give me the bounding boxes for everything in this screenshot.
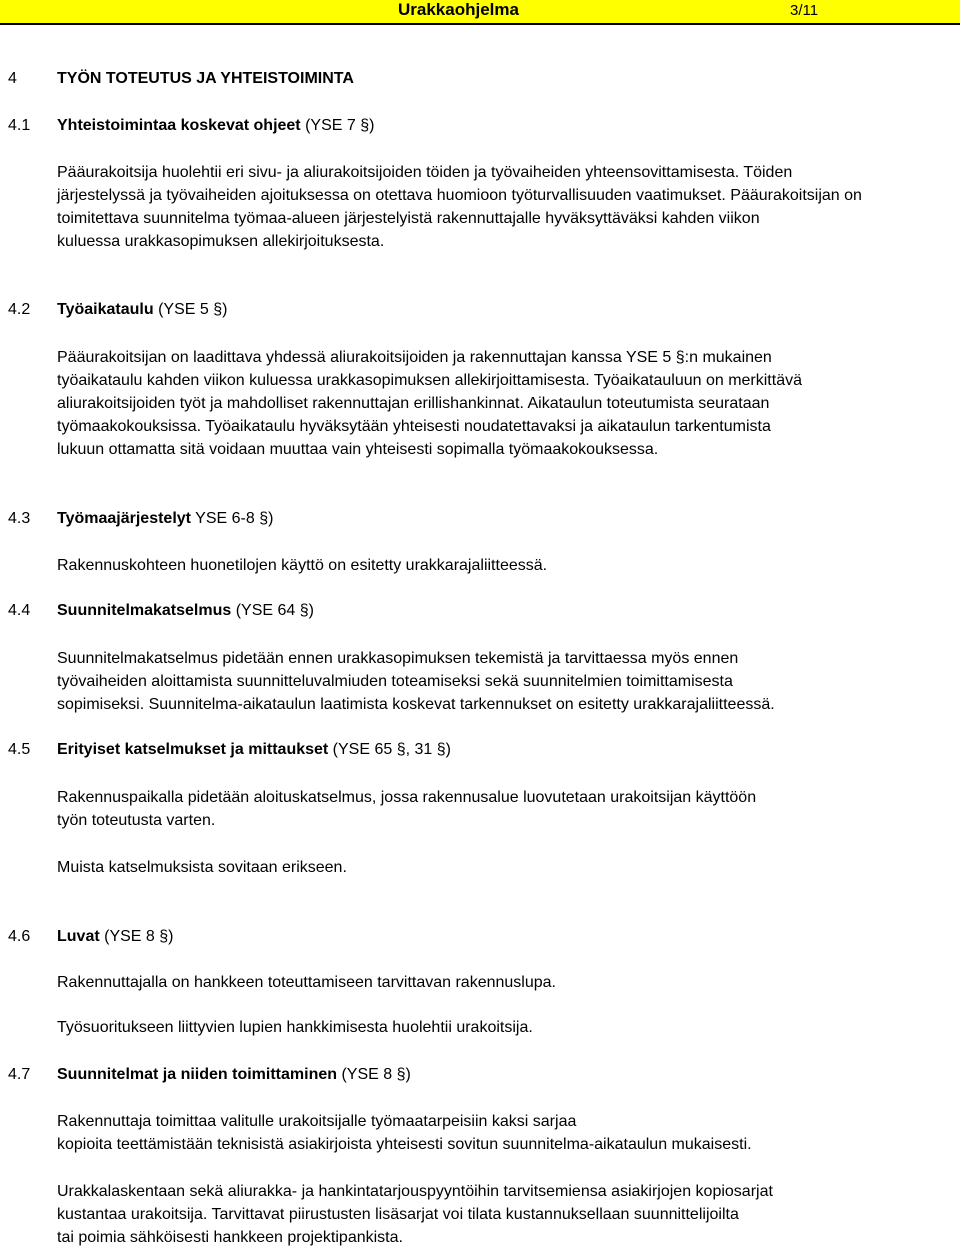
paragraph-line: tai poimia sähköisesti hankkeen projektipankista. (57, 1229, 403, 1246)
section-paragraph (57, 346, 957, 461)
section-title-reference: (YSE 5 §) (153, 301, 228, 318)
section-number: 4.5 (8, 741, 31, 758)
section-title (57, 1065, 411, 1085)
paragraph-line: Rakennuttajalla on hankkeen toteuttamiseen tarvittavan rakennuslupa. (57, 974, 556, 991)
paragraph-line: Rakennuspaikalla pidetään aloituskatselmus, jossa rakennusalue luovutetaan urakoitsijan käyttöön (57, 789, 757, 806)
paragraph-line: kustantaa urakoitsija. Tarvittavat piirustusten lisäsarjat voi tilata kustannuksellaan suunnittelijoilta (57, 1206, 739, 1223)
section-number: 4.6 (8, 928, 31, 945)
section-title (57, 740, 451, 760)
section-title-reference: (YSE 8 §) (337, 1066, 411, 1083)
paragraph-line: työaikataulu kahden viikon kuluessa urakkasopimuksen allekirjoittamisesta. Työaikatauluun on merkittävä (57, 372, 802, 389)
section-number: 4.2 (8, 301, 31, 318)
section-title-bold: Suunnitelmakatselmus (57, 602, 232, 619)
paragraph-line: kopioita teettämistään teknisistä asiakirjoista yhteisesti sovitun suunnitelma-aikataulun mukaisesti. (57, 1136, 752, 1153)
section-paragraph (57, 786, 957, 832)
section-title (57, 300, 227, 320)
paragraph-line: toimitettava suunnitelma työmaa-alueen järjestelyistä rakennuttajalle hyväksyttäväksi kahden viikon (57, 210, 760, 227)
section-title-bold: Yhteistoimintaa koskevat ohjeet (57, 117, 301, 134)
section-title-bold: Työmaajärjestelyt (57, 510, 191, 527)
paragraph-line: Muista katselmuksista sovitaan erikseen. (57, 859, 347, 876)
section-title-reference: (YSE 8 §) (99, 928, 174, 945)
section-title-reference: (YSE 64 §) (231, 602, 314, 619)
paragraph-line: Työsuoritukseen liittyvien lupien hankkimisesta huolehtii urakoitsija. (57, 1019, 533, 1036)
section-paragraph (57, 971, 957, 994)
section-title (57, 601, 314, 621)
section-title-reference: YSE 6-8 §) (191, 510, 274, 527)
section-paragraph (57, 1016, 957, 1039)
paragraph-line: työvaiheiden aloittamista suunnitteluvalmiuden toteamiseksi sekä suunnitelmien toimittamisesta (57, 673, 733, 690)
chapter-title: TYÖN TOTEUTUS JA YHTEISTOIMINTA (57, 70, 354, 87)
section-title-bold: Luvat (57, 928, 100, 945)
section-paragraph (57, 1110, 957, 1156)
section-paragraph (57, 1180, 957, 1249)
section-number: 4.1 (8, 117, 31, 134)
paragraph-line: Urakkalaskentaan sekä aliurakka- ja hankintatarjouspyyntöihin tarvitsemiensa asiakirjojen kopiosarjat (57, 1183, 773, 1200)
paragraph-line: Pääurakoitsija huolehtii eri sivu- ja aliurakoitsijoiden töiden ja työvaiheiden yhteensovittamisesta. Töiden (57, 164, 793, 181)
section-title-reference: (YSE 7 §) (300, 117, 375, 134)
section-paragraph (57, 856, 957, 879)
paragraph-line: aliurakoitsijoiden työt ja mahdolliset rakennuttajan erillishankinnat. Aikataulun toteutumista seurataan (57, 395, 770, 412)
section-title-bold: Suunnitelmat ja niiden toimittaminen (57, 1066, 338, 1083)
paragraph-line: työmaakokouksissa. Työaikataulu hyväksytään yhteisesti noudatettavaksi ja aikataulun tarkentumista (57, 418, 771, 435)
section-paragraph (57, 554, 957, 577)
paragraph-line: lukuun ottamatta sitä voidaan muuttaa vain yhteisesti sopimalla työmaakokouksessa. (57, 441, 659, 458)
section-number: 4.7 (8, 1066, 31, 1083)
section-title-bold: Erityiset katselmukset ja mittaukset (57, 741, 329, 758)
section-paragraph (57, 161, 957, 253)
section-number: 4.4 (8, 602, 31, 619)
page-number: 3/11 (790, 2, 819, 19)
paragraph-line: sopimiseksi. Suunnitelma-aikataulun laatimista koskevat tarkennukset on esitetty urakkarajaliitteessä. (57, 696, 775, 713)
section-paragraph (57, 647, 957, 716)
section-title (57, 927, 173, 947)
section-title-bold: Työaikataulu (57, 301, 154, 318)
section-title-reference: (YSE 65 §, 31 §) (328, 741, 451, 758)
section-number: 4.3 (8, 510, 31, 527)
paragraph-line: Rakennuttaja toimittaa valitulle urakoitsijalle työmaatarpeisiin kaksi sarjaa (57, 1113, 577, 1130)
document-title: Urakkaohjelma (398, 0, 519, 19)
paragraph-line: Rakennuskohteen huonetilojen käyttö on esitetty urakkarajaliitteessä. (57, 557, 548, 574)
section-title (57, 116, 374, 136)
paragraph-line: työn toteutusta varten. (57, 812, 216, 829)
chapter-number: 4 (8, 70, 17, 87)
paragraph-line: järjestelyssä ja työvaiheiden ajoituksessa on otettava huomioon työturvallisuuden vaatimukset. Pääurakoitsijan on (57, 187, 862, 204)
paragraph-line: Suunnitelmakatselmus pidetään ennen urakkasopimuksen tekemistä ja tarvittaessa myös ennen (57, 650, 739, 667)
section-title (57, 509, 273, 529)
header-divider (0, 23, 960, 25)
paragraph-line: Pääurakoitsijan on laadittava yhdessä aliurakoitsijoiden ja rakennuttajan kanssa YSE 5 §:n mukainen (57, 349, 772, 366)
paragraph-line: kuluessa urakkasopimuksen allekirjoituksesta. (57, 233, 385, 250)
